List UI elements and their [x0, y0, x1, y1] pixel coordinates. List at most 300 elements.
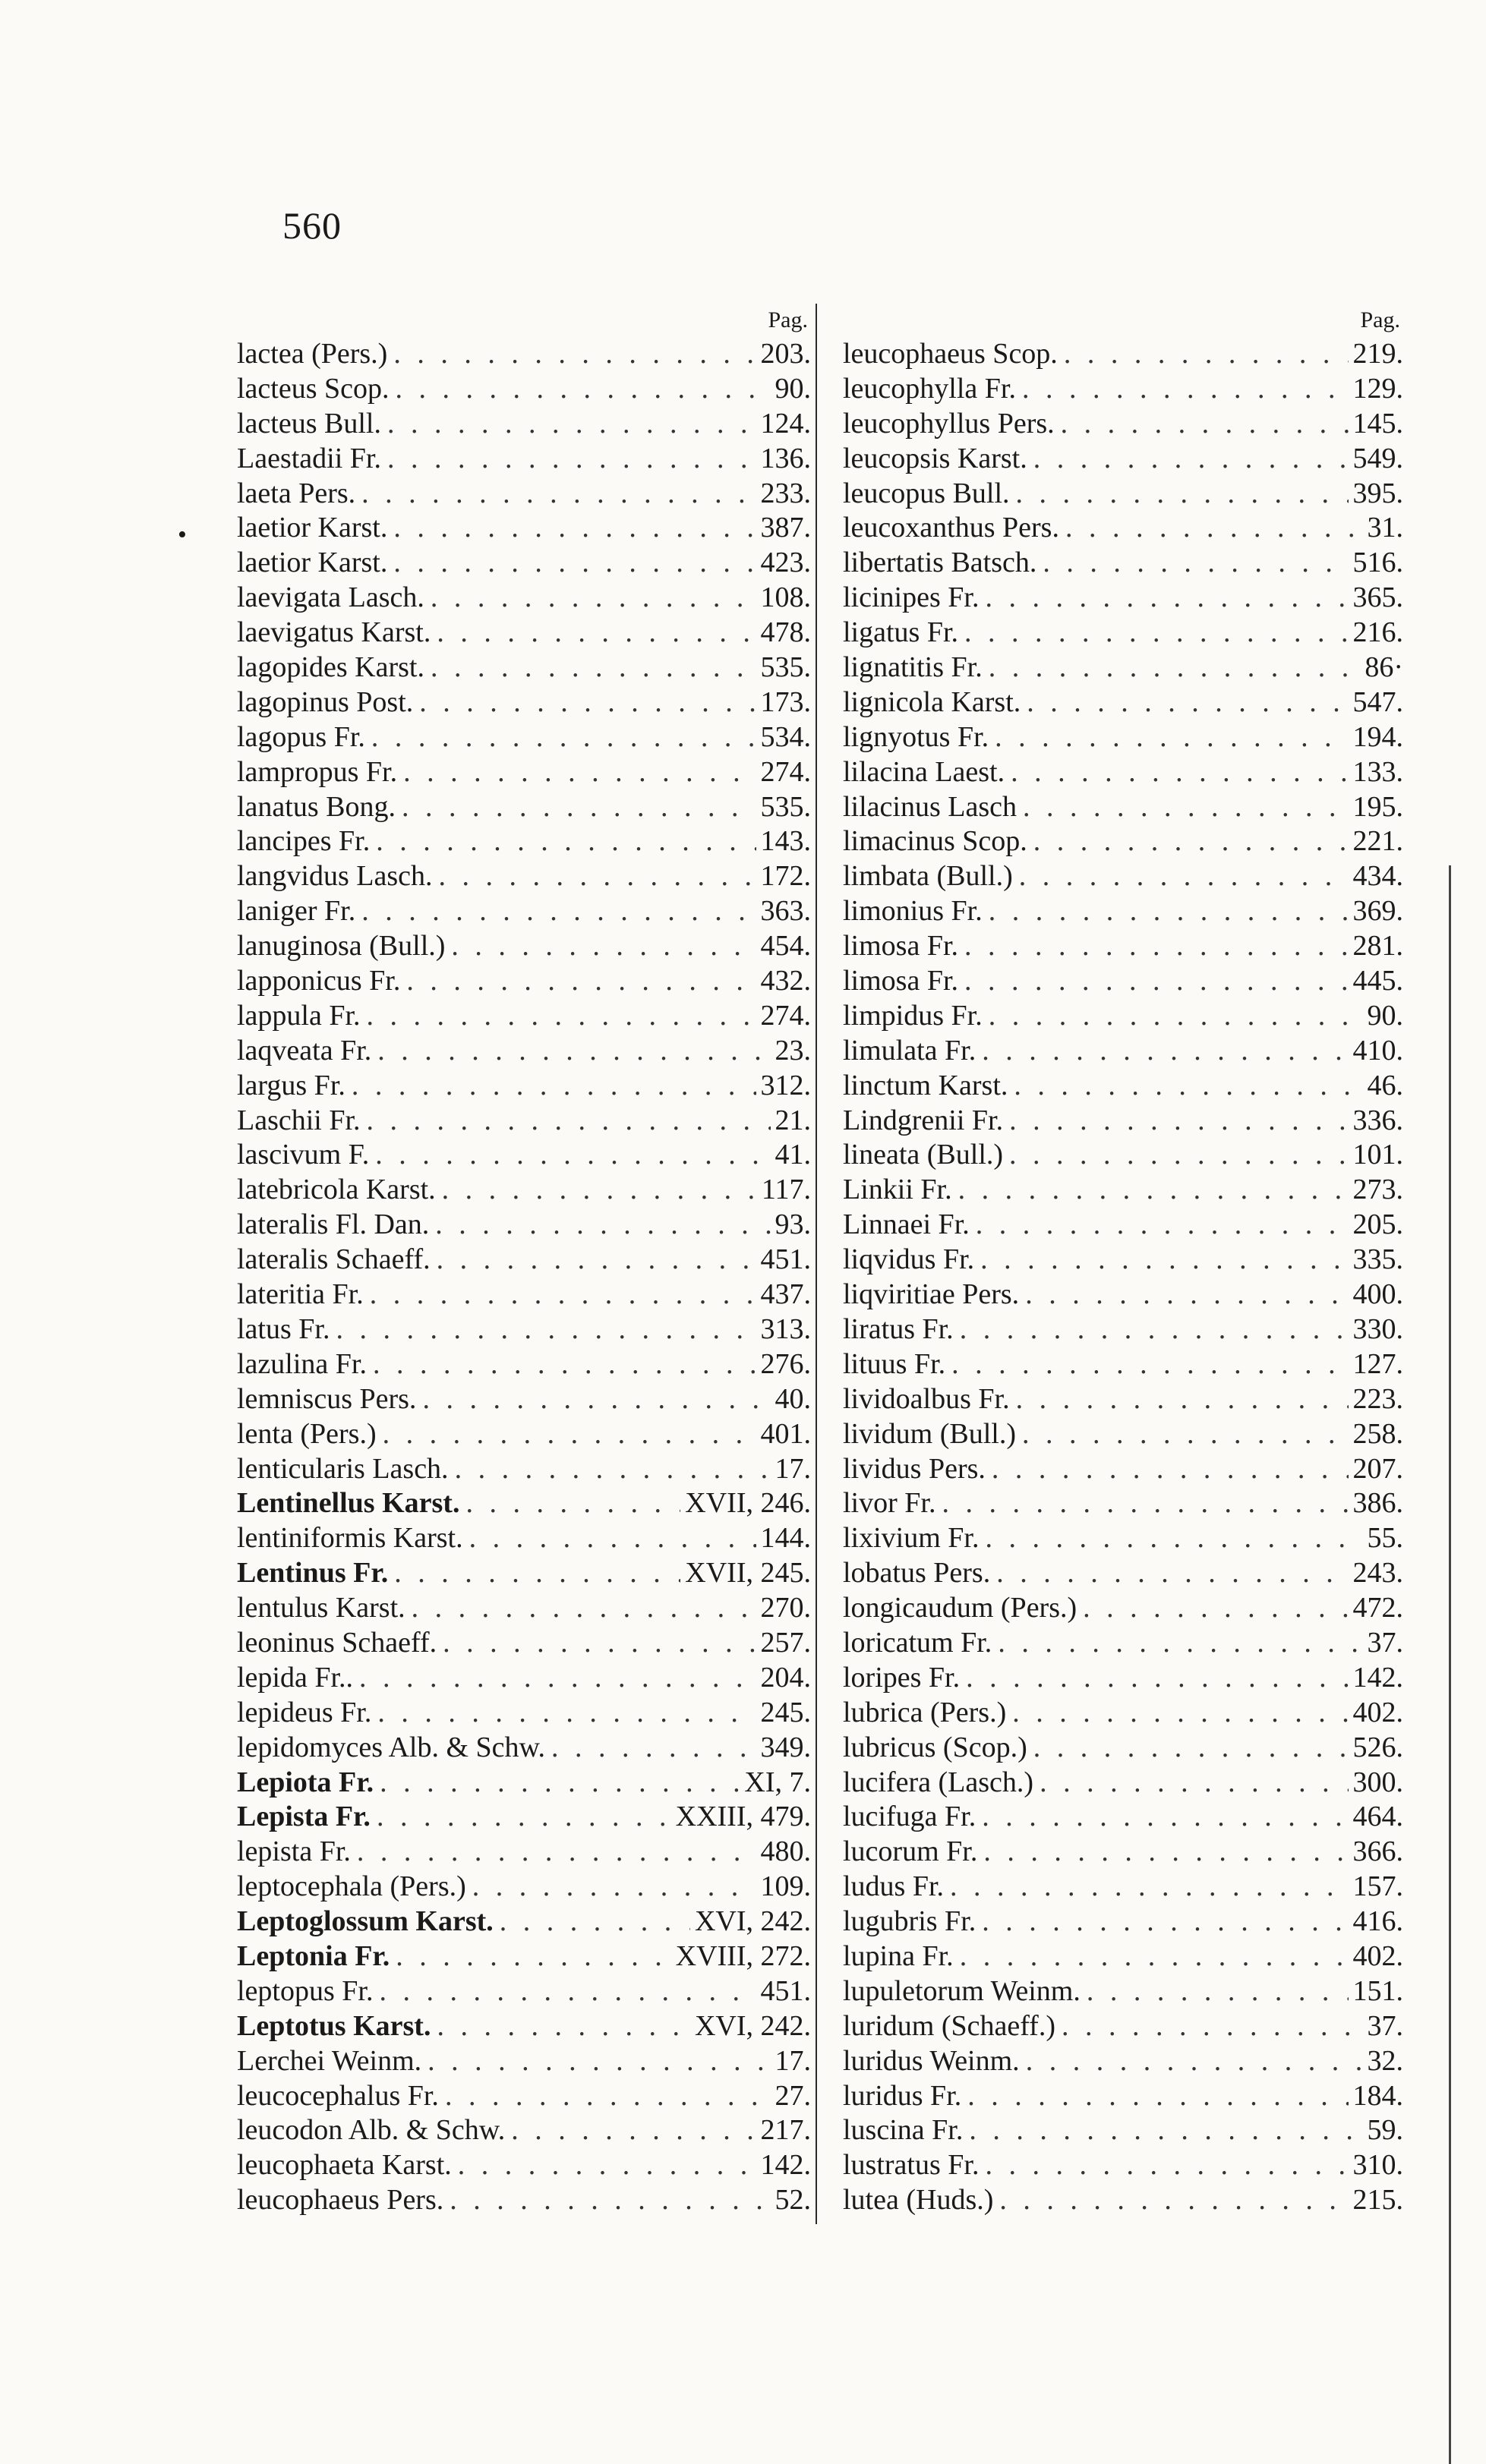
- entry-page: 127.: [1352, 1347, 1403, 1380]
- entry-name: lucifera (Lasch.): [843, 1766, 1034, 1798]
- entry-name: Laschii Fr.: [237, 1104, 361, 1136]
- dot-leader: [439, 2079, 771, 2114]
- entry-page: 17.: [775, 2044, 811, 2077]
- entry-page: 37.: [1367, 1626, 1403, 1659]
- dot-leader: [986, 1452, 1349, 1487]
- index-entry: [843, 1661, 1403, 1696]
- entry-name: lagopides Karst.: [237, 651, 424, 684]
- dot-leader: [545, 1731, 756, 1766]
- entry-page: 46.: [1367, 1069, 1403, 1101]
- dot-leader: [954, 1312, 1349, 1347]
- entry-page: 55.: [1367, 1522, 1403, 1555]
- dot-leader: [424, 651, 756, 685]
- entry-name: Leptoglossum Karst.: [237, 1905, 494, 1938]
- entry-name: leptopus Fr.: [237, 1974, 374, 2007]
- entry-name: limulata Fr.: [843, 1034, 976, 1067]
- index-entry: [237, 1312, 811, 1347]
- index-entry: [843, 1626, 1403, 1661]
- dot-leader: [983, 999, 1363, 1034]
- entry-page: 274.: [760, 999, 811, 1032]
- dot-leader: [958, 964, 1348, 999]
- entry-name: lepideus Fr.: [237, 1696, 372, 1728]
- index-entry: [237, 720, 811, 755]
- entry-page: XVI, 242.: [694, 2009, 811, 2042]
- entry-name: lividus Pers.: [843, 1452, 986, 1485]
- entry-page: 402.: [1352, 1939, 1403, 1972]
- index-entry: [237, 372, 811, 407]
- entry-name: lignicola Karst.: [843, 685, 1021, 718]
- entry-page: 217.: [760, 2114, 811, 2147]
- entry-name: lepida Fr..: [237, 1661, 354, 1694]
- index-entry: [237, 1243, 811, 1278]
- dot-leader: [993, 2183, 1348, 2218]
- dot-leader: [935, 1486, 1348, 1521]
- dot-leader: [459, 1486, 680, 1521]
- dot-leader: [361, 999, 756, 1034]
- entry-name: luridus Weinm.: [843, 2044, 1020, 2077]
- entry-name: laetior Karst.: [237, 547, 388, 579]
- entry-name: loripes Fr.: [843, 1661, 961, 1694]
- entry-page: 144.: [760, 1522, 811, 1555]
- page-edge-line: [1449, 865, 1451, 2464]
- index-entry: [843, 1034, 1403, 1069]
- entry-name: leoninus Schaeff.: [237, 1626, 437, 1659]
- dot-leader: [1033, 1766, 1348, 1801]
- entry-page: 215.: [1352, 2184, 1403, 2217]
- dot-leader: [353, 1661, 756, 1696]
- index-entry: [237, 1208, 811, 1243]
- dot-leader: [961, 2079, 1348, 2114]
- entry-name: livor Fr.: [843, 1487, 936, 1520]
- entry-page: XVII, 245.: [685, 1557, 811, 1590]
- index-entry: [237, 859, 811, 894]
- entry-name: laetior Karst.: [237, 512, 388, 544]
- entry-page: 478.: [760, 616, 811, 649]
- index-entry: [843, 1521, 1403, 1556]
- index-entry: [237, 1417, 811, 1452]
- entry-name: lateralis Fl. Dan.: [237, 1208, 430, 1241]
- index-entry: [237, 407, 811, 442]
- entry-page: XVI, 242.: [694, 1905, 811, 1938]
- entry-name: lentiniformis Karst.: [237, 1522, 463, 1555]
- entry-page: 203.: [760, 338, 811, 370]
- dot-leader: [944, 1870, 1348, 1905]
- index-entry: [843, 1556, 1403, 1591]
- entry-page: 101.: [1352, 1139, 1403, 1171]
- entry-page: 535.: [760, 651, 811, 684]
- dot-leader: [989, 720, 1348, 755]
- entry-name: leucocephalus Fr.: [237, 2079, 439, 2112]
- entry-page: XI, 7.: [744, 1766, 811, 1798]
- column-divider: [816, 304, 817, 2224]
- entry-page: 243.: [1352, 1557, 1403, 1590]
- dot-leader: [364, 1278, 756, 1312]
- entry-page: 117.: [761, 1174, 811, 1206]
- entry-name: laevigata Lasch.: [237, 581, 424, 614]
- dot-leader: [351, 1835, 756, 1870]
- dot-leader: [449, 1452, 771, 1487]
- index-entry: [843, 2113, 1403, 2148]
- entry-page: 464.: [1352, 1801, 1403, 1833]
- entry-name: lacteus Bull.: [237, 407, 381, 440]
- entry-page: 534.: [760, 720, 811, 753]
- dot-leader: [377, 1417, 756, 1452]
- index-entry: [843, 929, 1403, 964]
- dot-leader: [970, 1208, 1349, 1243]
- dot-leader: [960, 1661, 1348, 1696]
- entry-name: leucopsis Karst.: [843, 442, 1027, 474]
- entry-name: limosa Fr.: [843, 930, 959, 963]
- dot-leader: [1036, 546, 1348, 581]
- entry-page: 400.: [1352, 1278, 1403, 1311]
- entry-name: Lentinus Fr.: [237, 1557, 389, 1590]
- dot-leader: [1021, 685, 1348, 720]
- entry-page: 416.: [1352, 1905, 1403, 1938]
- entry-page: 330.: [1352, 1312, 1403, 1345]
- entry-page: 281.: [1352, 930, 1403, 963]
- entry-page: 386.: [1352, 1487, 1403, 1520]
- index-entry: [843, 1939, 1403, 1974]
- entry-page: 41.: [775, 1139, 811, 1171]
- entry-page: 454.: [760, 930, 811, 963]
- entry-page: 195.: [1352, 790, 1403, 823]
- entry-page: 194.: [1352, 720, 1403, 753]
- dot-leader: [977, 1835, 1348, 1870]
- page-number: 560: [282, 204, 342, 247]
- entry-page: 336.: [1352, 1104, 1403, 1136]
- dot-leader: [974, 1243, 1348, 1278]
- dot-leader: [355, 894, 756, 929]
- index-entry: [237, 1870, 811, 1905]
- dot-leader: [1055, 2009, 1363, 2044]
- entry-page: 204.: [760, 1661, 811, 1694]
- dot-leader: [979, 1521, 1362, 1556]
- index-entry: [237, 1556, 811, 1591]
- entry-name: Lepiota Fr.: [237, 1766, 374, 1798]
- index-entry: [843, 790, 1403, 825]
- entry-name: Laestadii Fr.: [237, 442, 381, 474]
- entry-name: lacteus Scop.: [237, 372, 390, 405]
- entry-page: 313.: [760, 1312, 811, 1345]
- entry-page: 151.: [1352, 1974, 1403, 2007]
- entry-page: 216.: [1352, 616, 1403, 649]
- dot-leader: [431, 616, 756, 651]
- index-column-right: [843, 304, 1403, 2218]
- entry-list: [237, 337, 811, 2218]
- index-entry: [843, 964, 1403, 999]
- index-entry: [843, 2044, 1403, 2079]
- entry-name: lobatus Pers.: [843, 1557, 991, 1590]
- index-entry: [237, 1104, 811, 1139]
- entry-name: lactea (Pers.): [237, 338, 388, 370]
- dot-leader: [445, 929, 756, 964]
- index-entry: [237, 1626, 811, 1661]
- entry-name: limosa Fr.: [843, 965, 959, 997]
- entry-page: 93.: [775, 1208, 811, 1241]
- entry-page: 401.: [760, 1417, 811, 1450]
- entry-page: 432.: [760, 965, 811, 997]
- entry-page: 108.: [760, 581, 811, 614]
- dot-leader: [958, 616, 1348, 651]
- index-entry: [843, 407, 1403, 442]
- entry-page: 184.: [1352, 2079, 1403, 2112]
- index-entry: [237, 546, 811, 581]
- dot-leader: [1059, 511, 1363, 546]
- index-entry: [843, 2009, 1403, 2044]
- entry-name: lateritia Fr.: [237, 1278, 364, 1311]
- dot-leader: [1005, 755, 1348, 790]
- index-entry: [843, 1208, 1403, 1243]
- index-entry: [237, 1521, 811, 1556]
- column-header-pag: Pag.: [768, 307, 808, 332]
- entry-name: leucoxanthus Pers.: [843, 512, 1059, 544]
- entry-name: lilacina Laest.: [843, 755, 1005, 788]
- index-entry: [843, 1382, 1403, 1417]
- index-entry: [843, 1766, 1403, 1801]
- entry-page: 349.: [760, 1731, 811, 1763]
- entry-name: leucophaeus Pers.: [237, 2184, 444, 2217]
- dot-leader: [505, 2113, 756, 2148]
- entry-name: linctum Karst.: [843, 1069, 1008, 1101]
- entry-page: 219.: [1352, 338, 1403, 370]
- dot-leader: [958, 929, 1348, 964]
- index-entry: [843, 477, 1403, 512]
- entry-page: 221.: [1352, 825, 1403, 858]
- dot-leader: [1013, 859, 1349, 894]
- entry-name: longicaudum (Pers.): [843, 1592, 1077, 1624]
- entry-page: 142.: [760, 2149, 811, 2182]
- entry-name: luridum (Schaeff.): [843, 2009, 1055, 2042]
- entry-name: laeta Pers.: [237, 477, 356, 509]
- entry-name: lapponicus Fr.: [237, 965, 401, 997]
- index-entry: [237, 1696, 811, 1731]
- index-entry: [237, 1069, 811, 1104]
- dot-leader: [1020, 2044, 1363, 2079]
- index-entry: [237, 581, 811, 616]
- dot-leader: [371, 1800, 671, 1835]
- dot-leader: [387, 546, 756, 581]
- entry-page: 387.: [760, 512, 811, 544]
- index-entry: [843, 1591, 1403, 1626]
- entry-page: 59.: [1367, 2114, 1403, 2147]
- entry-page: 32.: [1367, 2044, 1403, 2077]
- dot-leader: [390, 1939, 670, 1974]
- dot-leader: [424, 581, 756, 616]
- entry-page: 549.: [1352, 442, 1403, 474]
- entry-page: 145.: [1352, 407, 1403, 440]
- index-entry: [237, 616, 811, 651]
- entry-page: 300.: [1352, 1766, 1403, 1798]
- entry-name: lucifuga Fr.: [843, 1801, 976, 1833]
- index-entry: [237, 824, 811, 859]
- index-entry: [843, 442, 1403, 477]
- entry-page: 40.: [775, 1382, 811, 1415]
- entry-page: 276.: [760, 1347, 811, 1380]
- dot-leader: [397, 755, 756, 790]
- entry-page: 445.: [1352, 965, 1403, 997]
- entry-name: luscina Fr.: [843, 2114, 964, 2147]
- index-entry: [237, 477, 811, 512]
- entry-page: 369.: [1352, 895, 1403, 928]
- dot-leader: [421, 2044, 770, 2079]
- dot-leader: [433, 859, 756, 894]
- entry-name: leucophaeus Scop.: [843, 338, 1058, 370]
- dot-leader: [371, 1696, 756, 1731]
- entry-page: 402.: [1352, 1696, 1403, 1728]
- dot-leader: [373, 1974, 756, 2009]
- entry-name: largus Fr.: [237, 1069, 345, 1101]
- index-entry: [843, 1974, 1403, 2009]
- dot-leader: [381, 442, 756, 477]
- entry-name: leucophaeta Karst.: [237, 2149, 452, 2182]
- entry-page: 17.: [775, 1452, 811, 1485]
- margin-mark: •: [178, 521, 187, 549]
- index-entry: [237, 894, 811, 929]
- entry-name: lineata (Bull.): [843, 1139, 1004, 1171]
- entry-name: leptocephala (Pers.): [237, 1870, 466, 1903]
- entry-name: lappula Fr.: [237, 999, 361, 1032]
- index-entry: [237, 999, 811, 1034]
- dot-leader: [431, 2009, 690, 2044]
- dot-leader: [983, 894, 1349, 929]
- entry-name: lanuginosa (Bull.): [237, 930, 446, 963]
- entry-page: 273.: [1352, 1174, 1403, 1206]
- entry-page: 90.: [1367, 999, 1403, 1032]
- entry-name: lignatitis Fr.: [843, 651, 983, 684]
- dot-leader: [963, 2113, 1362, 2148]
- index-entry: [843, 337, 1403, 372]
- entry-name: laevigatus Karst.: [237, 616, 431, 649]
- entry-name: Lentinellus Karst.: [237, 1487, 460, 1520]
- entry-name: lemniscus Pers.: [237, 1382, 417, 1415]
- index-entry: [237, 2009, 811, 2044]
- index-entry: [237, 1138, 811, 1173]
- entry-page: 129.: [1352, 372, 1403, 405]
- index-entry: [237, 1939, 811, 1974]
- dot-leader: [387, 511, 756, 546]
- entry-page: 136.: [760, 442, 811, 474]
- dot-leader: [371, 1034, 770, 1069]
- dot-leader: [370, 824, 756, 859]
- entry-name: Lepista Fr.: [237, 1801, 371, 1833]
- entry-page: 133.: [1352, 755, 1403, 788]
- entry-page: 223.: [1352, 1382, 1403, 1415]
- dot-leader: [436, 1173, 757, 1208]
- dot-leader: [1010, 1382, 1349, 1417]
- dot-leader: [330, 1312, 756, 1347]
- dot-leader: [1006, 1696, 1348, 1731]
- entry-name: lenta (Pers.): [237, 1417, 377, 1450]
- entry-page: 21.: [775, 1104, 811, 1136]
- index-entry: [843, 1104, 1403, 1139]
- index-entry: [843, 1417, 1403, 1452]
- dot-leader: [400, 964, 756, 999]
- index-entry: [237, 790, 811, 825]
- index-entry: [843, 1347, 1403, 1382]
- entry-page: 434.: [1352, 860, 1403, 893]
- entry-name: leucodon Alb. & Schw.: [237, 2114, 506, 2147]
- dot-leader: [437, 1626, 756, 1661]
- entry-name: ludus Fr.: [843, 1870, 945, 1903]
- index-entry: [237, 1486, 811, 1521]
- entry-page: XVII, 246.: [685, 1487, 811, 1520]
- dot-leader: [992, 1626, 1362, 1661]
- dot-leader: [976, 1905, 1348, 1939]
- entry-page: 516.: [1352, 547, 1403, 579]
- dot-leader: [1016, 1417, 1349, 1452]
- entry-name: Leptonia Fr.: [237, 1939, 390, 1972]
- entry-page: 257.: [760, 1626, 811, 1659]
- index-entry: [843, 859, 1403, 894]
- dot-leader: [416, 1382, 770, 1417]
- dot-leader: [443, 2183, 770, 2218]
- index-entry: [843, 581, 1403, 616]
- entry-name: lanatus Bong.: [237, 790, 396, 823]
- entry-name: lubricus (Scop.): [843, 1731, 1027, 1763]
- entry-page: 233.: [760, 477, 811, 509]
- index-entry: [843, 2183, 1403, 2218]
- index-entry: [237, 1591, 811, 1626]
- entry-page: 437.: [760, 1278, 811, 1311]
- index-entry: [237, 442, 811, 477]
- entry-name: Linkii Fr.: [843, 1174, 952, 1206]
- entry-name: lenticularis Lasch.: [237, 1452, 449, 1485]
- dot-leader: [954, 1939, 1349, 1974]
- dot-leader: [367, 1347, 756, 1382]
- index-entry: [843, 685, 1403, 720]
- index-entry: [237, 2183, 811, 2218]
- index-entry: [843, 1173, 1403, 1208]
- dot-leader: [381, 407, 756, 442]
- entry-page: 86·: [1365, 651, 1403, 684]
- index-entry: [237, 511, 811, 546]
- entry-name: lateralis Schaeff.: [237, 1243, 431, 1276]
- entry-name: lixivium Fr.: [843, 1522, 980, 1555]
- dot-leader: [1008, 1069, 1362, 1104]
- index-entry: [237, 337, 811, 372]
- entry-name: lampropus Fr.: [237, 755, 398, 788]
- dot-leader: [976, 1800, 1348, 1835]
- entry-name: lepista Fr.: [237, 1835, 351, 1868]
- index-entry: [843, 2079, 1403, 2114]
- entry-name: latus Fr.: [237, 1312, 330, 1345]
- index-entry: [237, 1974, 811, 2009]
- entry-page: 52.: [775, 2184, 811, 2217]
- entry-name: lancipes Fr.: [237, 825, 371, 858]
- entry-name: lugubris Fr.: [843, 1905, 976, 1938]
- dot-leader: [1027, 824, 1349, 859]
- index-entry: [237, 1452, 811, 1487]
- entry-page: 172.: [760, 860, 811, 893]
- index-entry: [843, 894, 1403, 929]
- dot-leader: [388, 1556, 680, 1591]
- index-entry: [843, 755, 1403, 790]
- index-entry: [237, 1278, 811, 1312]
- entry-page: 526.: [1352, 1731, 1403, 1763]
- dot-leader: [983, 651, 1361, 685]
- index-entry: [237, 2079, 811, 2114]
- entry-page: 124.: [760, 407, 811, 440]
- dot-leader: [1027, 442, 1349, 477]
- entry-page: 363.: [760, 895, 811, 928]
- dot-leader: [355, 477, 756, 512]
- dot-leader: [361, 1104, 771, 1139]
- dot-leader: [1010, 477, 1349, 512]
- index-entry: [237, 1034, 811, 1069]
- entry-name: licinipes Fr.: [843, 581, 980, 614]
- index-entry: [237, 1347, 811, 1382]
- entry-name: liqviritiae Pers.: [843, 1278, 1020, 1311]
